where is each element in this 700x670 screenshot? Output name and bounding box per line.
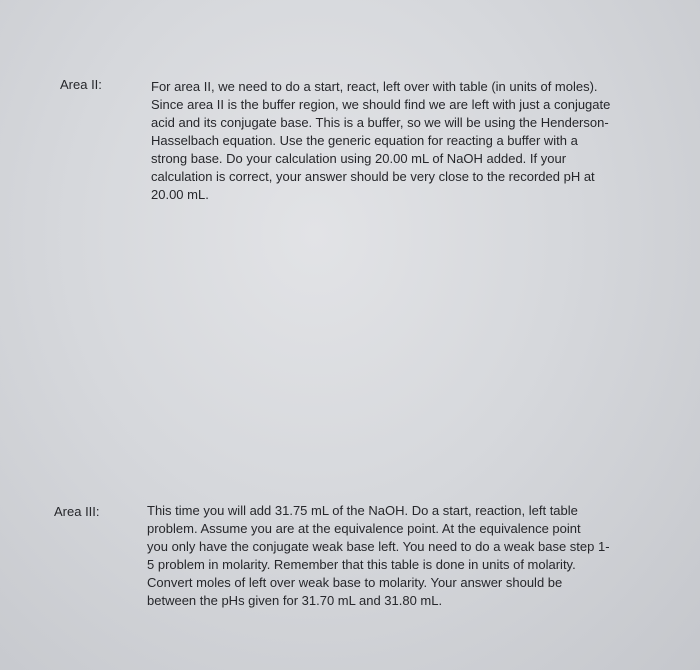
area-iii-line-5: Convert moles of left over weak base to molarity. Your answer should be (147, 575, 563, 590)
area-ii-line-7: 20.00 mL. (151, 187, 209, 202)
area-iii-line-2: problem. Assume you are at the equivalence point. At the equivalence point (147, 521, 581, 536)
area-iii-line-3: you only have the conjugate weak base left. You need to do a weak base step 1- (147, 539, 610, 554)
area-ii-line-3: acid and its conjugate base. This is a buffer, so we will be using the Henderson- (151, 115, 609, 130)
area-iii-label: Area III: (54, 504, 100, 519)
area-ii-label: Area II: (60, 77, 102, 92)
area-iii-line-4: 5 problem in molarity. Remember that this table is done in units of molarity. (147, 557, 576, 572)
area-ii-line-6: calculation is correct, your answer should be very close to the recorded pH at (151, 169, 595, 184)
area-ii-line-2: Since area II is the buffer region, we should find we are left with just a conjugate (151, 97, 611, 112)
area-ii-line-5: strong base. Do your calculation using 20.00 mL of NaOH added. If your (151, 151, 567, 166)
area-iii-line-6: between the pHs given for 31.70 mL and 31.80 mL. (147, 593, 443, 608)
area-ii-line-4: Hasselbach equation. Use the generic equation for reacting a buffer with a (151, 133, 578, 148)
area-ii-line-1: For area II, we need to do a start, react, left over with table (in units of moles). (151, 79, 598, 94)
area-iii-line-1: This time you will add 31.75 mL of the NaOH. Do a start, reaction, left table (147, 503, 578, 518)
area-iii-text (147, 502, 610, 610)
area-ii-text (151, 78, 610, 204)
